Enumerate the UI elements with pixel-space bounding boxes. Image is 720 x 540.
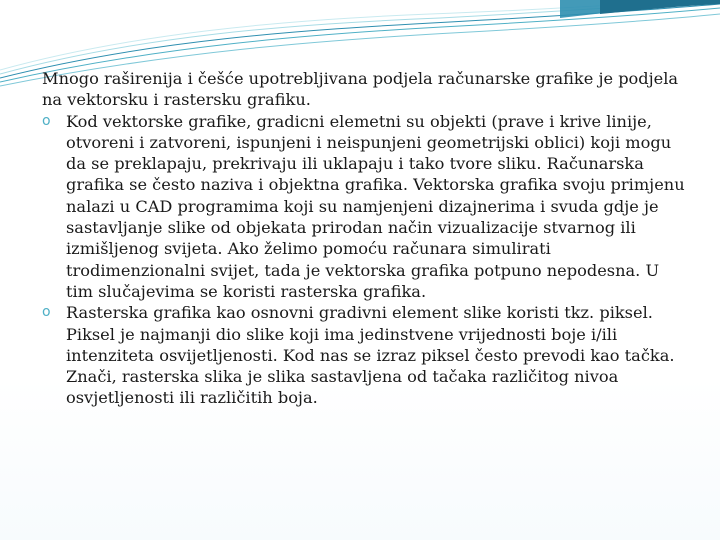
bullet-vector-graphics <box>42 111 687 303</box>
bullet-raster-graphics <box>42 302 687 408</box>
intro-paragraph: Mnogo raširenija i češće upotrebljivana podjela računarske grafike je podjela na vektorsku i rastersku grafiku. <box>42 69 679 110</box>
circle-bullet-icon: o <box>42 112 51 129</box>
bullet-text: Rasterska grafika kao osnovni gradivni element slike koristi tkz. piksel. Piksel je najmanji dio slike koji ima jedinstvene vrijednosti boje i/ili intenziteta osvijetljenosti. Kod nas se izraz piksel često prevodi kao tačka. Znači, rasterska slika je slika sastavljena od tačaka različitog nivoa osvjetljenosti ili različitih boja. <box>66 303 675 408</box>
slide-body <box>42 68 687 409</box>
circle-bullet-icon: o <box>42 304 51 321</box>
bullet-text: Kod vektorske grafike, gradicni elemetni su objekti (prave i krive linije, otvoreni i zatvoreni, ispunjeni i neispunjeni geometrijski oblici) koji mogu da se preklapaju, prekrivaju ili uklapaju i tako tvore sliku. Računarska grafika se često naziva i objektna grafika. Vektorska grafika svoju primjenu nalazi u CAD programima koji su namjenjeni dizajnerima i svuda gdje je sastavljanje slike od objekata prirodan način vizualizacije stvarnog ili izmišljenog svijeta. Ako želimo pomoću računara simulirati trodimenzionalni svijet, tada je vektorska grafika potpuno nepodesna. U tim slučajevima se koristi rasterska grafika. <box>66 111 685 301</box>
